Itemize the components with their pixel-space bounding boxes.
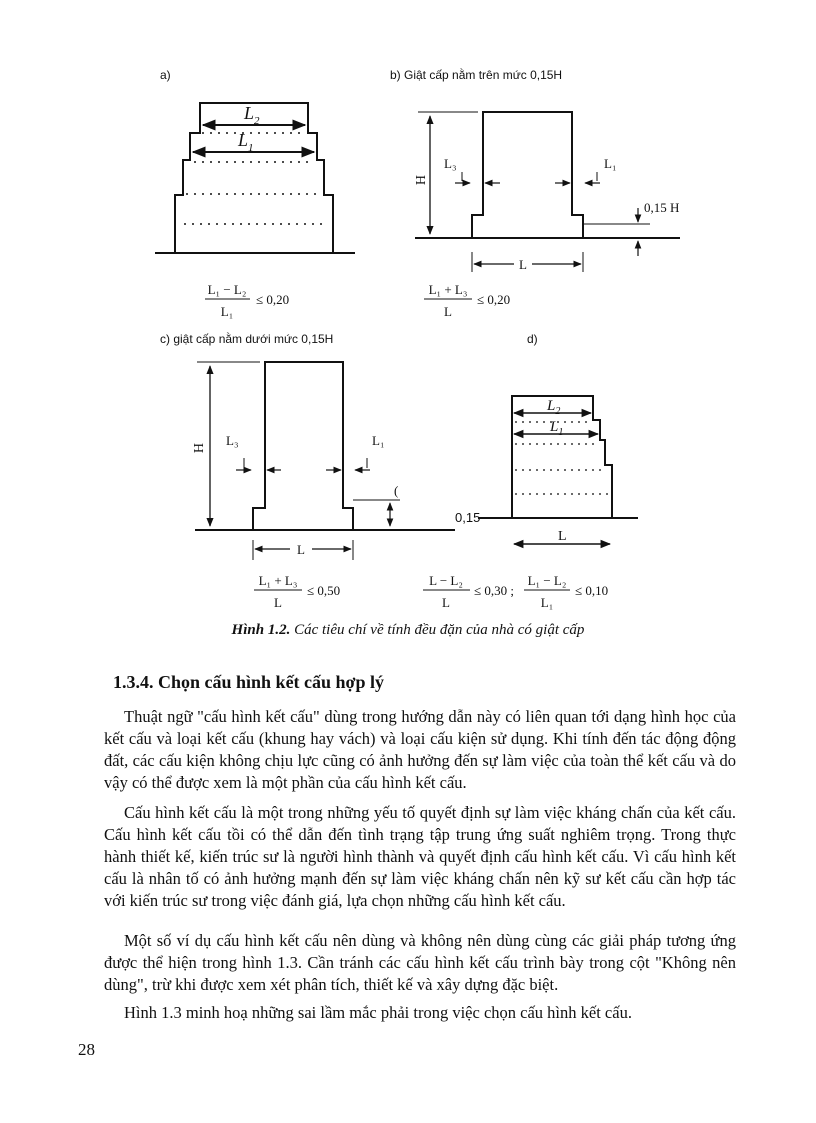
panel-c-l: L: [297, 542, 305, 557]
panel-c-l3: L₃: [226, 433, 239, 448]
panel-d-formula1-rel: ≤ 0,30 ;: [474, 583, 514, 598]
panel-a-formula-rel: ≤ 0,20: [256, 292, 290, 307]
paragraph-1: Thuật ngữ "cấu hình kết cấu" dùng trong hướng dẫn này có liên quan tới dạng hình học của kết cấu và loại kết cấu (khung hay vách) và loại cấu kiện sử dụng. Khi tính đến tác động động đất, các cấu kiện không chịu lực cũng có ảnh hưởng đến sự làm việc của toàn thể kết cấu và do vậy có thể được xem là một phần của cấu hình kết cấu.: [104, 707, 736, 792]
panel-b-h: H: [414, 174, 429, 186]
panel-d-level: 0,15: [455, 510, 481, 525]
panel-a-formula-num: L₁ − L₂: [207, 282, 247, 297]
panel-c-level: (: [394, 483, 399, 498]
panel-d-label: d): [527, 332, 538, 346]
panel-c-building: [195, 362, 455, 560]
panel-d-l1: $L_1$: [550, 419, 564, 438]
panel-c-formula-num: L₁ + L₃: [258, 573, 298, 588]
panel-d-l: L: [558, 529, 567, 544]
paragraph-4: Hình 1.3 minh hoạ những sai lầm mắc phải trong việc chọn cấu hình kết cấu.: [124, 1003, 632, 1022]
section-heading: 1.3.4. Chọn cấu hình kết cấu hợp lý: [113, 672, 385, 692]
figure-caption-number: Hình 1.2.: [231, 622, 291, 638]
figure-caption: [0, 622, 816, 639]
panel-b-l1: L₁: [604, 156, 617, 171]
paragraph-3: Một số ví dụ cấu hình kết cấu nên dùng và không nên dùng cùng các giải pháp tương ứng được thể hiện trong hình 1.3. Cần tránh các cấu hình kết cấu trình bày trong cột "Không nên dùng", trừ khi được xem xét phân tích, thiết kế và xây dựng đặc biệt.: [104, 931, 736, 994]
panel-a-label: a): [160, 68, 171, 82]
panel-d-formula2-den: L₁: [540, 595, 554, 610]
panel-a-formula-den: L₁: [220, 304, 234, 319]
panel-c-h: H: [192, 442, 207, 454]
page-number: 28: [78, 1040, 95, 1059]
panel-d-formula2-rel: ≤ 0,10: [575, 583, 609, 598]
panel-c-formula-den: L: [274, 595, 282, 610]
panel-d-formula1-den: L: [442, 595, 450, 610]
panel-b-label: b) Giật cấp nằm trên mức 0,15H: [390, 68, 563, 82]
panel-c-formula-rel: ≤ 0,50: [307, 583, 341, 598]
panel-d-l2: $L_2$: [547, 398, 561, 417]
panel-a-l2: $L_2$: [244, 103, 260, 127]
paragraph-2: Cấu hình kết cấu là một trong những yếu tố quyết định sự làm việc kháng chấn của kết cấu. Cấu hình kết cấu tồi có thể dẫn đến tình trạng tập trung ứng suất nghiêm trọng. Trong thực hành thiết kế, kiến trúc sư là người hình thành và quyết định cấu hình kết cấu. Vì cấu hình kết cấu là nhân tố có ảnh hưởng mạnh đến sự làm việc kháng chấn nên kỹ sư kết cấu cần hợp tác với kiến trúc sư trong việc đánh giá, lựa chọn những cấu hình kết cấu.: [104, 803, 736, 910]
panel-d-formula2-num: L₁ − L₂: [527, 573, 567, 588]
panel-a-l1: $L_1$: [238, 130, 254, 154]
panel-b-formula-rel: ≤ 0,20: [477, 292, 511, 307]
panel-b-formula-num: L₁ + L₃: [428, 282, 468, 297]
panel-b-formula-den: L: [444, 304, 452, 319]
panel-c-label: c) giật cấp nằm dưới mức 0,15H: [160, 332, 334, 346]
panel-d-formula1-num: L − L₂: [429, 573, 463, 588]
panel-b-l3: L₃: [444, 156, 457, 171]
panel-b-building: [415, 112, 680, 272]
figure-caption-text: Các tiêu chí về tính đều đặn của nhà có giật cấp: [294, 622, 585, 638]
panel-c-l1: L₁: [372, 433, 385, 448]
panel-b-level: 0,15 H: [644, 200, 680, 215]
panel-b-l: L: [519, 257, 527, 272]
